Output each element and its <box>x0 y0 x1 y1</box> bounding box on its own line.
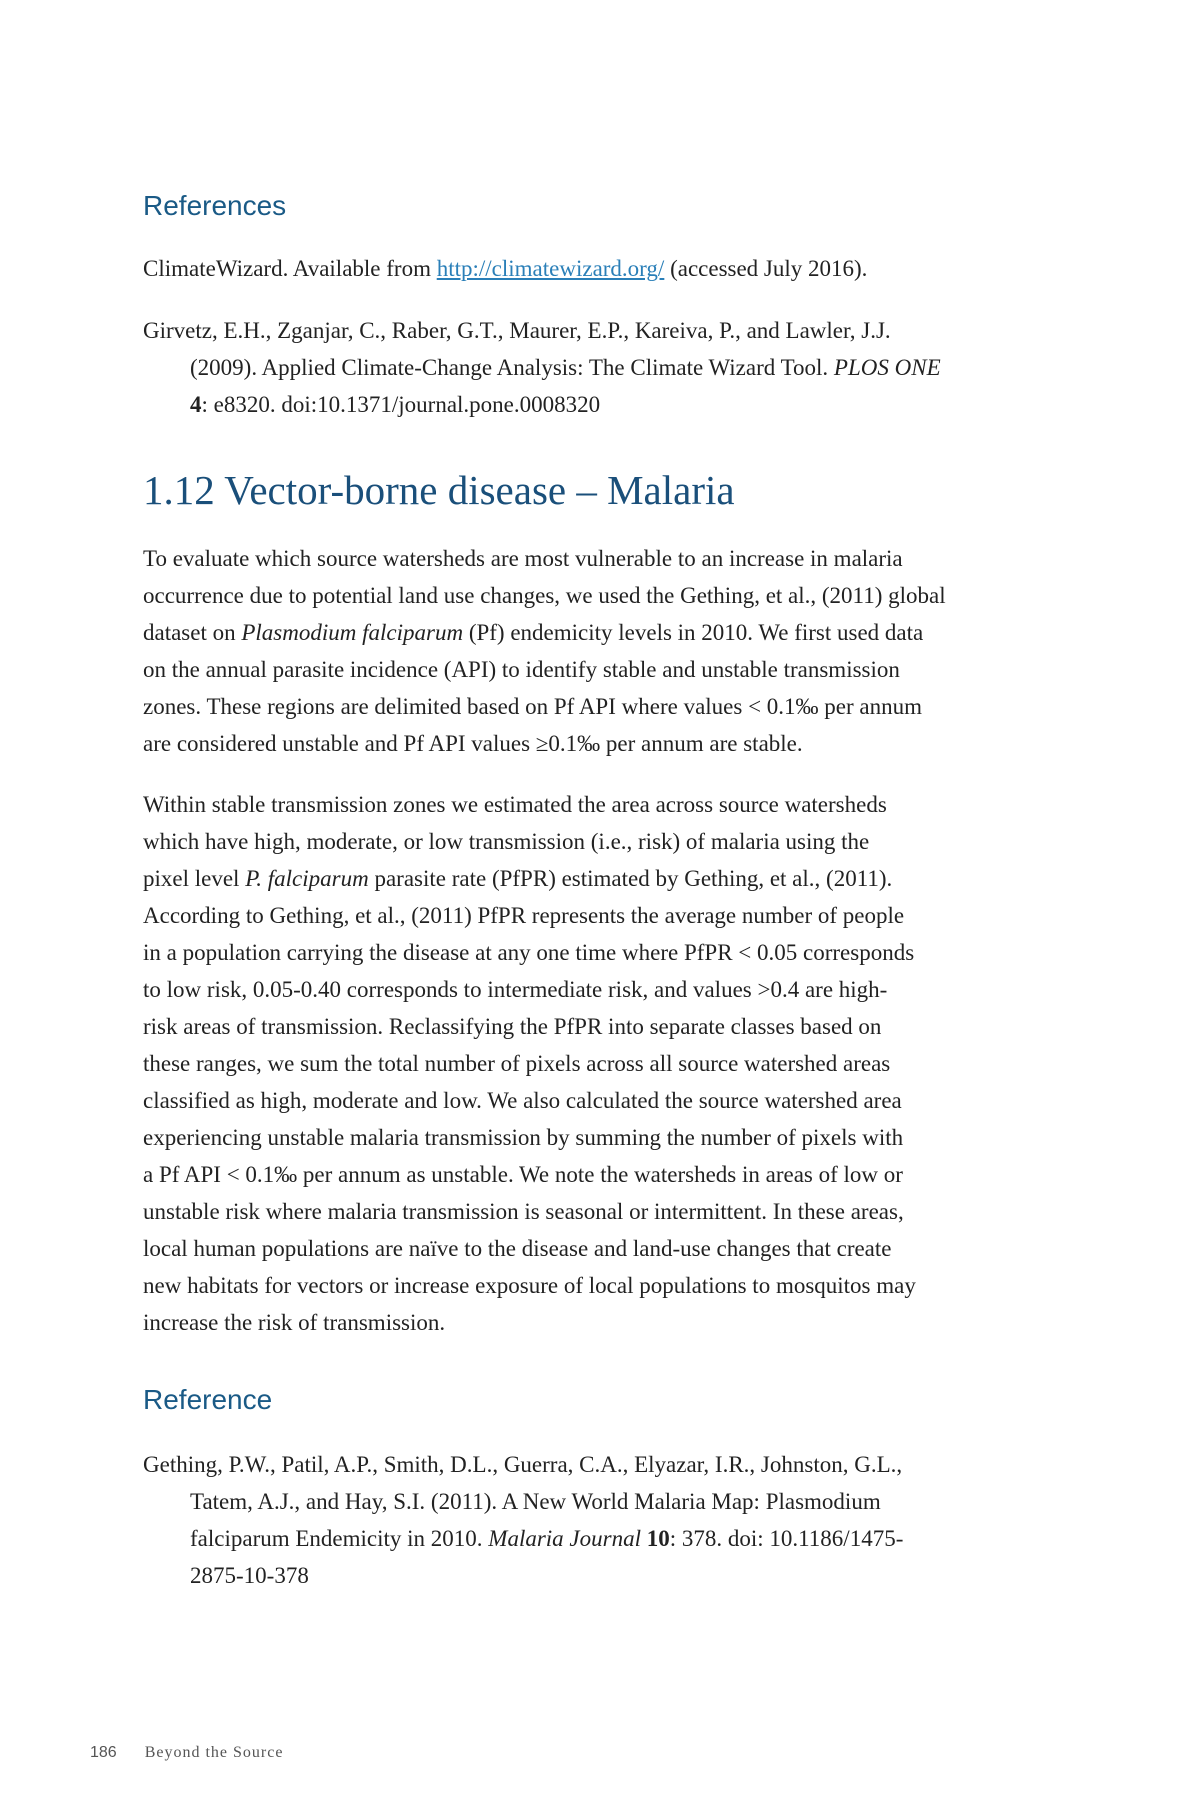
text-line <box>143 577 1123 614</box>
text-span: : e8320. doi:10.1371/journal.pone.0008320 <box>201 392 601 417</box>
text-line <box>143 1119 1123 1156</box>
text-line <box>143 250 1123 287</box>
text-span: new habitats for vectors or increase exposure of local populations to mosquitos may <box>143 1273 916 1298</box>
text-span: Gething, P.W., Patil, A.P., Smith, D.L., Guerra, C.A., Elyazar, I.R., Johnston, G.L., <box>143 1452 903 1477</box>
text-span: are considered unstable and Pf API values ≥0.1‰ per annum are stable. <box>143 731 803 756</box>
text-line <box>143 1557 1123 1594</box>
text-span: increase the risk of transmission. <box>143 1310 446 1335</box>
text-line <box>143 1082 1123 1119</box>
text-span: zones. These regions are delimited based on Pf API where values < 0.1‰ per annum <box>143 694 923 719</box>
text-span: a Pf API < 0.1‰ per annum as unstable. We note the watersheds in areas of low or <box>143 1162 903 1187</box>
page-number: 186 <box>90 1744 117 1761</box>
text-line <box>143 312 1123 349</box>
text-line <box>143 349 1123 386</box>
text-line <box>143 786 1123 823</box>
text-span: risk areas of transmission. Reclassifying the PfPR into separate classes based on <box>143 1014 882 1039</box>
text-span: pixel level <box>143 866 246 891</box>
text-span: to low risk, 0.05-0.40 corresponds to intermediate risk, and values >0.4 are high- <box>143 977 888 1002</box>
text-span: these ranges, we sum the total number of pixels across all source watershed areas <box>143 1051 891 1076</box>
text-line <box>143 1045 1123 1082</box>
subsection-heading: Reference <box>143 1384 273 1415</box>
section-heading: 1.12 Vector-borne disease – Malaria <box>143 467 735 513</box>
text-line <box>143 1008 1123 1045</box>
text-span: 2875-10-378 <box>190 1563 309 1588</box>
text-line <box>143 823 1123 860</box>
text-line <box>143 934 1123 971</box>
text-line <box>143 725 1123 762</box>
text-line <box>143 651 1123 688</box>
text-span: According to Gething, et al., (2011) PfPR represents the average number of people <box>143 903 905 928</box>
text-span: (accessed July 2016). <box>664 256 868 281</box>
body-paragraph <box>143 540 1123 762</box>
bold-text: 4 <box>190 392 202 417</box>
text-span: dataset on <box>143 620 242 645</box>
text-line <box>143 971 1123 1008</box>
text-line <box>143 688 1123 725</box>
text-line <box>143 860 1123 897</box>
italic-text: PLOS ONE <box>833 355 941 380</box>
text-line <box>143 386 1123 423</box>
text-span: parasite rate (PfPR) estimated by Gething, et al., (2011). <box>368 866 893 891</box>
text-line <box>143 1156 1123 1193</box>
reference-entry <box>143 250 1123 287</box>
text-line <box>143 1520 1123 1557</box>
text-span: Girvetz, E.H., Zganjar, C., Raber, G.T., Maurer, E.P., Kareiva, P., and Lawler, J.J. <box>143 318 891 343</box>
text-span: : 378. doi: 10.1186/1475- <box>669 1526 904 1551</box>
text-span: occurrence due to potential land use changes, we used the Gething, et al., (2011) global <box>143 583 946 608</box>
body-paragraph <box>143 786 1123 1341</box>
url-link[interactable]: http://climatewizard.org/ <box>436 256 665 281</box>
text-span: which have high, moderate, or low transmission (i.e., risk) of malaria using the <box>143 829 870 854</box>
text-span: unstable risk where malaria transmission is seasonal or intermittent. In these areas, <box>143 1199 904 1224</box>
reference-entry <box>143 1446 1123 1594</box>
text-line <box>143 1483 1123 1520</box>
text-line <box>143 614 1123 651</box>
page-footer <box>90 1744 283 1762</box>
reference-entry <box>143 312 1123 423</box>
italic-text: P. falciparum <box>245 866 369 891</box>
italic-text: Malaria Journal <box>488 1526 641 1551</box>
text-line <box>143 540 1123 577</box>
text-span: local human populations are naïve to the disease and land-use changes that create <box>143 1236 892 1261</box>
text-line <box>143 1267 1123 1304</box>
text-span: falciparum Endemicity in 2010. <box>190 1526 489 1551</box>
text-span: experiencing unstable malaria transmission by summing the number of pixels with <box>143 1125 904 1150</box>
text-line <box>143 897 1123 934</box>
text-span: on the annual parasite incidence (API) to identify stable and unstable transmission <box>143 657 900 682</box>
text-span: To evaluate which source watersheds are most vulnerable to an increase in malaria <box>143 546 903 571</box>
bold-text: 10 <box>646 1526 670 1551</box>
text-line <box>143 1446 1123 1483</box>
text-line <box>143 1304 1123 1341</box>
text-span: classified as high, moderate and low. We also calculated the source watershed area <box>143 1088 902 1113</box>
text-span: Tatem, A.J., and Hay, S.I. (2011). A New World Malaria Map: Plasmodium <box>190 1489 881 1514</box>
italic-text: Plasmodium falciparum <box>241 620 464 645</box>
text-span: Within stable transmission zones we estimated the area across source watersheds <box>143 792 887 817</box>
text-span: in a population carrying the disease at any one time where PfPR < 0.05 corresponds <box>143 940 915 965</box>
running-title: Beyond the Source <box>144 1744 284 1761</box>
text-line <box>143 1193 1123 1230</box>
text-span: (Pf) endemicity levels in 2010. We first used data <box>463 620 924 645</box>
text-line <box>143 1230 1123 1267</box>
text-span: (2009). Applied Climate-Change Analysis: The Climate Wizard Tool. <box>190 355 834 380</box>
subsection-heading: References <box>143 190 287 221</box>
text-span: ClimateWizard. Available from <box>143 256 437 281</box>
